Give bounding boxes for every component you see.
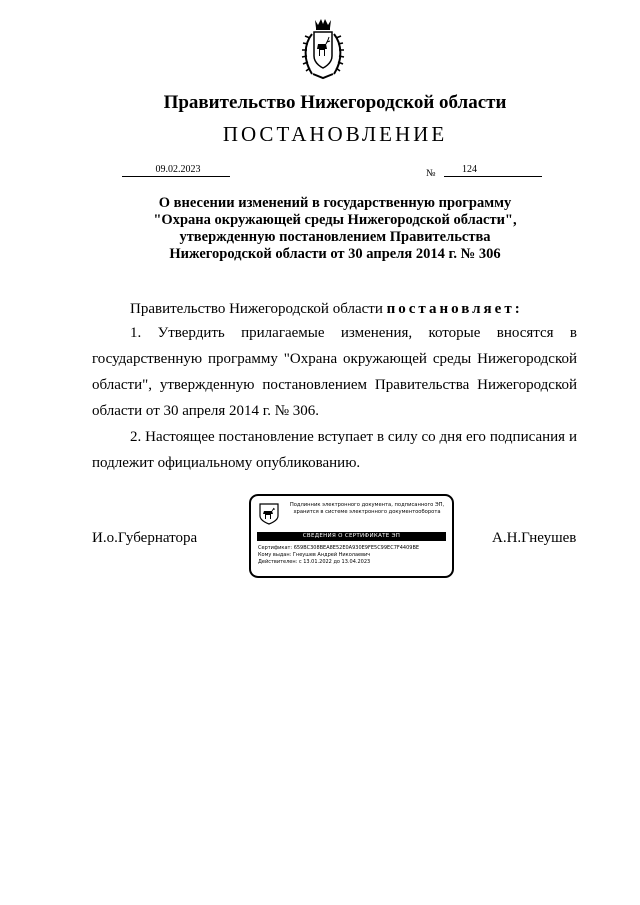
resolution-intro [92, 296, 577, 322]
number-label: № [426, 168, 436, 179]
stamp-details [258, 545, 450, 566]
electronic-signature-stamp [249, 494, 454, 578]
intro-emphasis: постановляет: [386, 301, 523, 317]
organization-name: Правительство Нижегородской области [163, 92, 507, 113]
title-line: О внесении изменений в государственную программу [158, 195, 512, 211]
coat-of-arms-icon [300, 16, 346, 82]
stamp-header: Подлинник электронного документа, подписанного ЭП, хранится в системе электронного документооборота [289, 502, 445, 515]
paragraph-2: 2. Настоящее постановление вступает в силу со дня его подписания и подлежит официальному опубликованию. [92, 429, 577, 471]
certificate-owner: Кому выдан: Гнеушев Андрей Николаевич [258, 552, 371, 558]
stamp-bar: СВЕДЕНИЯ О СЕРТИФИКАТЕ ЭП [257, 532, 446, 541]
certificate-validity: Действителен: с 13.01.2022 до 13.04.2023 [258, 559, 371, 565]
intro-text: Правительство Нижегородской области [130, 301, 383, 317]
title-line: Нижегородской области от 30 апреля 2014 г. № 306 [169, 246, 501, 262]
document-number: 124 [444, 164, 542, 177]
document-date: 09.02.2023 [122, 164, 230, 177]
certificate-id: Сертификат: 659BC308BEA8E52E0A930E9FE5C99EC7F4409BE [258, 545, 420, 551]
title-line: "Охрана окружающей среды Нижегородской области", [153, 212, 517, 228]
signatory-position: И.о.Губернатора [92, 530, 198, 546]
document-type: ПОСТАНОВЛЕНИЕ [222, 122, 448, 146]
paragraph-1: 1. Утвердить прилагаемые изменения, которые вносятся в государственную программу "Охрана окружающей среды Нижегородской области", утвержденную постановлением Правительства Нижегородской области от 30 апреля 2014 г. № 306. [92, 325, 577, 419]
signatory-name: А.Н.Гнеушев [492, 530, 577, 546]
deer-emblem-icon [258, 502, 280, 526]
document-title [140, 195, 530, 263]
title-line: утвержденную постановлением Правительства [179, 229, 491, 245]
